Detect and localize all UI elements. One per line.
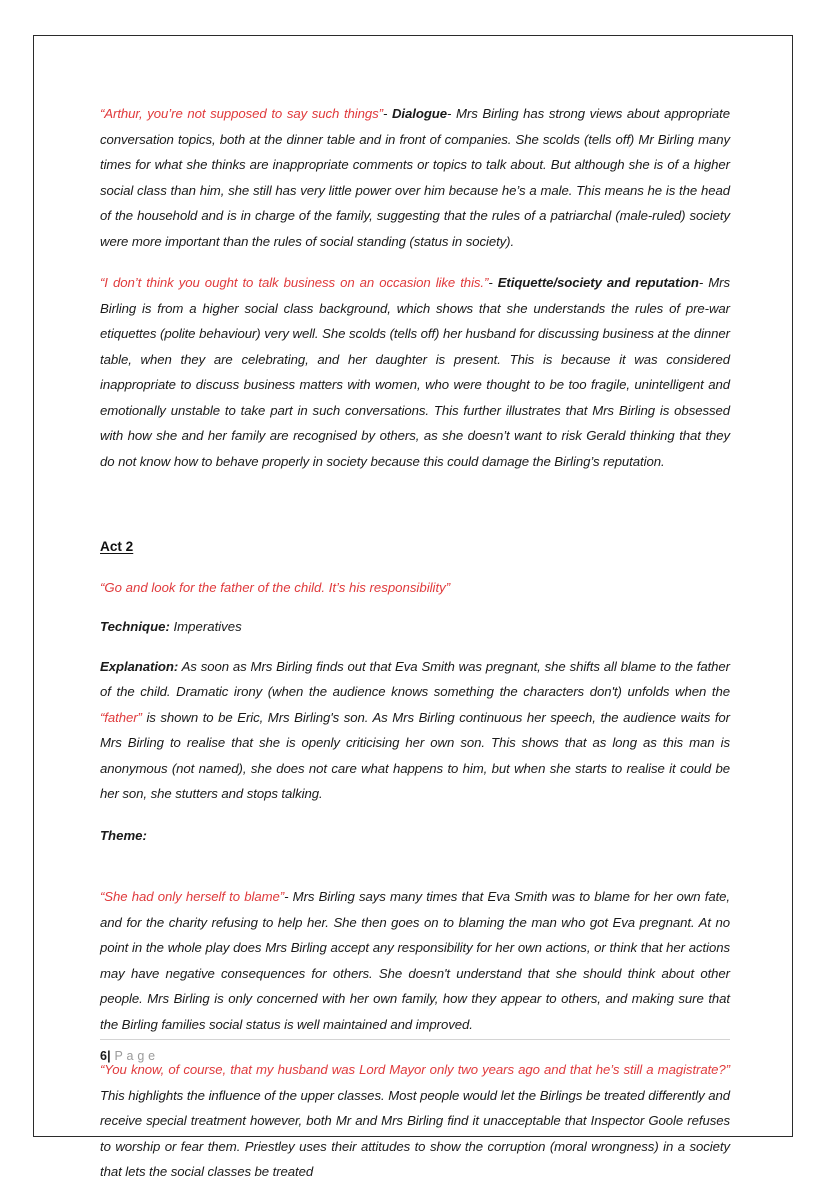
act-2-heading: Act 2 [100,539,134,554]
dash-separator: - [698,275,709,290]
dash-separator: - [488,275,498,290]
footer-separator: | [107,1049,111,1063]
footer-page-word: P a g e [110,1049,159,1063]
paragraph-lord-mayor [100,1057,730,1185]
explanation-red-word-father: “father” [100,709,142,725]
theme-spacer [100,862,730,884]
document-page [33,35,793,1179]
paragraph-business-body: Mrs Birling is from a higher social class background, which shows that she understands the rules of pre-war etiquettes (polite behaviour) very well. She scolds (tells off) her husband for discussing business at the dinner table, when they are celebrating, and her daughter is present. This is because it was considered inappropriate to discuss business matters with women, who were thought to be too fragile, unintelligent and emotionally unstable to take part in such conversations. This further illustrates that Mrs Birling is obsessed with how she and her family are recognised by others, as she doesn’t want to risk Gerald thinking that they do not know how to behave properly in society because this could damage the Birling’s reputation. [100,275,730,469]
dash-separator: - [447,106,457,121]
explanation-label: Explanation: [100,658,179,674]
section-spacer [100,494,730,534]
page-footer [100,1039,730,1063]
act-heading-container [100,534,730,560]
explanation-paragraph [100,654,730,807]
footer-page-indicator [100,1049,730,1063]
dash-separator: - [383,106,392,121]
technique-label-etiquette: Etiquette/society and reputation [497,275,699,290]
technique-label: Technique: [100,619,170,634]
technique-value: Imperatives [169,619,242,634]
quote-father-of-child: “Go and look for the father of the child. It’s his responsibility” [100,579,451,595]
theme-line [100,823,730,849]
paragraph-arthur-dialogue [100,101,730,254]
footer-page-number: 6 [100,1049,108,1063]
footer-divider [100,1039,730,1040]
explanation-part-2: is shown to be Eric, Mrs Birling's son. As Mrs Birling continuous her speech, the audience waits for Mrs Birling to realise that she is openly criticising her own son. This shows that as long as this man is anonymous (not named), she does not care what happens to him, but when she starts to realise it could be her son, she stutters and stops talking. [100,709,730,801]
dash-separator: - [284,889,293,904]
paragraph-arthur-body: Mrs Birling has strong views about appropriate conversation topics, both at the dinner table and in front of companies. She scolds (tells off) Mr Birling many times for what she thinks are inappropriate comments or topics to talk about. But although she is of a higher social class than him, she still has very little power over him because he’s a male. This means he is the head of the household and is in charge of the family, suggesting that the rules of a patriarchal (male-ruled) society were more important than the rules of social standing (status in society). [100,106,731,249]
technique-label-dialogue: Dialogue [391,106,448,121]
technique-line [100,614,730,640]
quote-business: “I don’t think you ought to talk business on an occasion like this.” [100,275,489,290]
quote-arthur: “Arthur, you’re not supposed to say such things” [100,106,383,121]
paragraph-business-etiquette [100,270,730,474]
theme-label: Theme: [100,827,147,843]
quote-lord-mayor: “You know, of course, that my husband was Lord Mayor only two years ago and that he’s still a magistrate?” [100,1062,730,1077]
paragraph-mayor-body: This highlights the influence of the upper classes. Most people would let the Birlings be treated differently and receive special treatment however, both Mr and Mrs Birling find it unacceptable that Inspector Goole refuses to worship or fear them. Priestley uses their attitudes to show the corruption (moral wrongness) in a society that lets the social classes be treated [100,1087,730,1179]
paragraph-blame-body: Mrs Birling says many times that Eva Smith was to blame for her own fate, and for the charity refusing to help her. She then goes on to blaming the man who got Eva pregnant. At no point in the whole play does Mrs Birling accept any responsibility for her own actions, or think that her actions may have negative consequences for others. She doesn't understand that she should think about other people. Mrs Birling is only concerned with her own family, how they appear to others, and making sure that the Birling families social status is well maintained and improved. [100,889,730,1032]
page-content-area [100,101,730,1201]
paragraph-herself-to-blame [100,884,730,1037]
explanation-part-1: As soon as Mrs Birling finds out that Eva Smith was pregnant, she shifts all blame to the father of the child. Dramatic irony (when the audience knows something the characters don't) unfolds when the [100,658,730,699]
quote-herself-to-blame: “She had only herself to blame” [100,889,285,904]
